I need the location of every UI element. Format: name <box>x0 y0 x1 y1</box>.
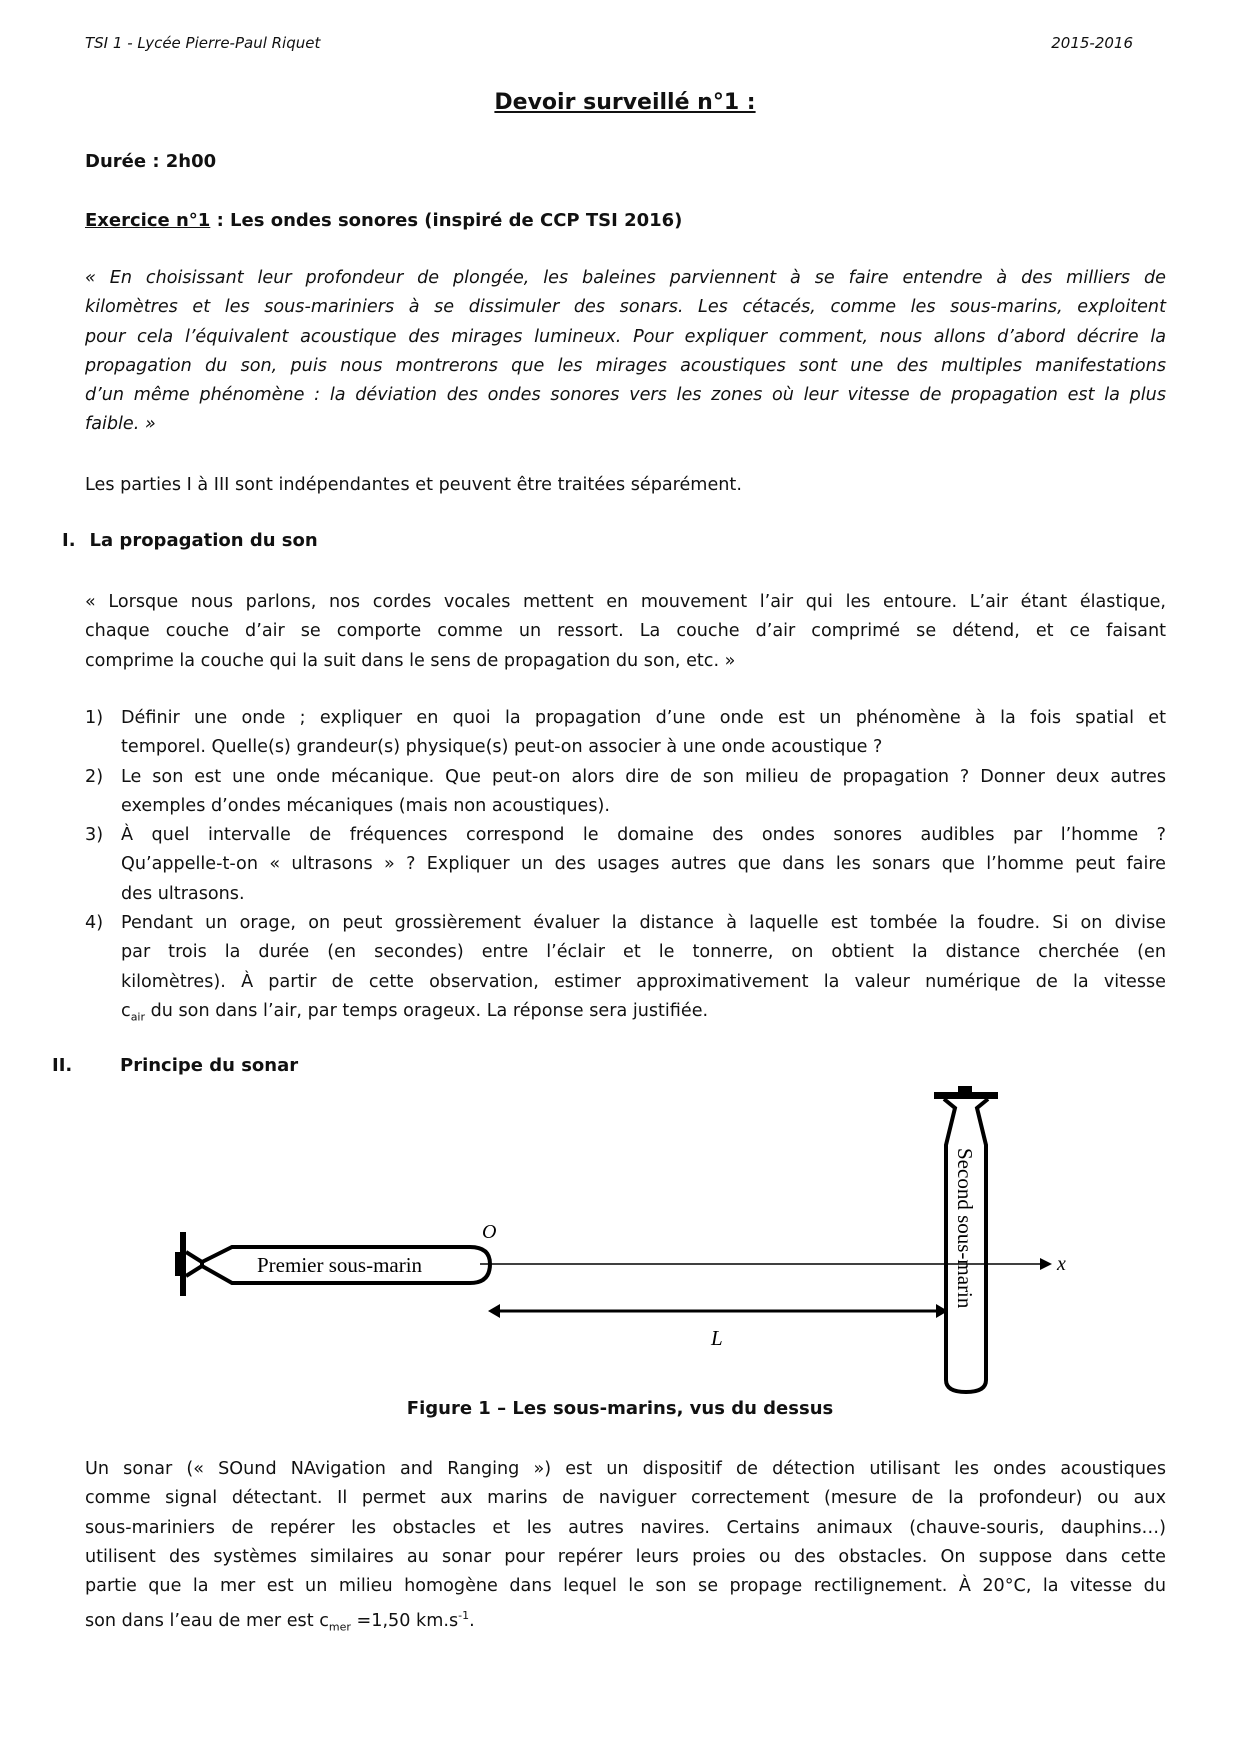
exercise-title: : Les ondes sonores (inspiré de CCP TSI 2016) <box>210 210 683 231</box>
text-line: Un sonar (« SOund NAvigation and Ranging ») est un dispositif de détection utilisant les ondes acoustiques <box>85 1459 1166 1479</box>
symbol-c: c <box>319 1611 329 1632</box>
exercise-label: Exercice n°1 <box>85 210 211 231</box>
question-number: 3) <box>85 825 104 846</box>
text: . <box>469 1611 475 1632</box>
text-line: Le son est une onde mécanique. Que peut-on alors dire de son milieu de propagation ? Donner deux autres <box>121 766 1166 787</box>
text-line: Qu’appelle-t-on « ultrasons » ? Expliquer un des usages autres que dans les sonars que l’homme peut faire <box>121 854 1166 875</box>
text: son dans l’eau de mer est <box>85 1611 320 1632</box>
text-line: chaque couche d’air se comporte comme un ressort. La couche d’air comprimé se détend, et ce faisant <box>85 621 1166 642</box>
text-line: comme signal détectant. Il permet aux marins de naviguer correctement (mesure de la profondeur) ou aux <box>85 1488 1166 1509</box>
text-line: « En choisissant leur profondeur de plongée, les baleines parviennent à se faire entendre à des milliers de <box>85 268 1166 288</box>
text-line: À quel intervalle de fréquences correspond le domaine des ondes sonores audibles par l’homme ? <box>121 825 1166 846</box>
section2-num: II. <box>52 1055 73 1076</box>
text-line: utilisent des systèmes similaires au sonar pour repérer leurs proies ou des obstacles. On suppose dans cette <box>85 1546 1166 1567</box>
text-rest: du son dans l’air, par temps orageux. La réponse sera justifiée. <box>145 1000 709 1021</box>
text-line: kilomètres). À partir de cette observation, estimer approximativement la valeur numérique de la vitesse <box>121 971 1166 992</box>
symbol-sub: air <box>130 1010 146 1024</box>
sub2-label: Second sous-marin <box>953 1148 977 1309</box>
header-left: TSI 1 - Lycée Pierre-Paul Riquet <box>85 34 321 52</box>
text-line: exemples d’ondes mécaniques (mais non acoustiques). <box>121 795 610 816</box>
exponent: -1 <box>458 1609 470 1623</box>
symbol-c: c <box>121 1000 131 1021</box>
text-line: par trois la durée (en secondes) entre l’éclair et le tonnerre, on obtient la distance cherchée (en <box>121 942 1166 963</box>
text-line: « Lorsque nous parlons, nos cordes vocales mettent en mouvement l’air qui les entoure. L’air étant élastique, <box>85 592 1166 612</box>
x-axis-arrow <box>1040 1258 1052 1270</box>
text-line: propagation du son, puis nous montrerons que les mirages acoustiques sont une des multiples manifestations <box>85 355 1166 376</box>
distance-label: L <box>711 1326 723 1350</box>
symbol-sub: mer <box>328 1620 351 1634</box>
text-line: pour cela l’équivalent acoustique des mirages lumineux. Pour expliquer comment, nous allons d’abord décrire la <box>85 326 1166 347</box>
text-line: faible. » <box>85 414 156 435</box>
section1-title: La propagation du son <box>89 530 318 551</box>
section2-title: Principe du sonar <box>120 1055 299 1076</box>
text-line: temporel. Quelle(s) grandeur(s) physique(s) peut-on associer à une onde acoustique ? <box>121 737 883 758</box>
text-line: Définir une onde ; expliquer en quoi la propagation d’une onde est un phénomène à la fois spatial et <box>121 708 1166 728</box>
question-number: 2) <box>85 766 104 787</box>
question-number: 4) <box>85 913 104 934</box>
text-line: partie que la mer est un milieu homogène dans lequel le son se propage rectilignement. À 20°C, la vitesse du <box>85 1576 1166 1597</box>
text-line <box>85 1601 1166 1642</box>
parts-note: Les parties I à III sont indépendantes et peuvent être traitées séparément. <box>85 475 742 495</box>
section2-paragraph <box>85 1455 1166 1642</box>
question-number: 1) <box>85 708 104 728</box>
duration: Durée : 2h00 <box>85 151 217 172</box>
text-line: kilomètres et les sous-mariniers à se dissimuler des sonars. Les cétacés, comme les sous-marins, exploitent <box>85 297 1166 318</box>
axis-label: x <box>1057 1253 1066 1275</box>
origin-label: O <box>482 1221 497 1243</box>
figure-caption: Figure 1 – Les sous-marins, vus du dessus <box>406 1398 834 1419</box>
text-line: sous-mariniers de repérer les obstacles et les autres navires. Certains animaux (chauve-souris, dauphins…) <box>85 1517 1166 1538</box>
sub1-label: Premier sous-marin <box>257 1253 423 1277</box>
text-line: comprime la couche qui la suit dans le sens de propagation du son, etc. » <box>85 650 736 671</box>
section1-num: I. <box>62 530 76 551</box>
header-right: 2015-2016 <box>1051 34 1133 52</box>
text-line: d’un même phénomène : la déviation des ondes sonores vers les zones où leur vitesse de propagation est la plus <box>85 385 1166 406</box>
page-title: Devoir surveillé n°1 : <box>494 90 756 115</box>
value: =1,50 km.s <box>350 1611 459 1632</box>
text-line: des ultrasons. <box>121 883 245 904</box>
text-line: Pendant un orage, on peut grossièrement évaluer la distance à laquelle est tombée la foudre. Si on divise <box>121 913 1166 934</box>
